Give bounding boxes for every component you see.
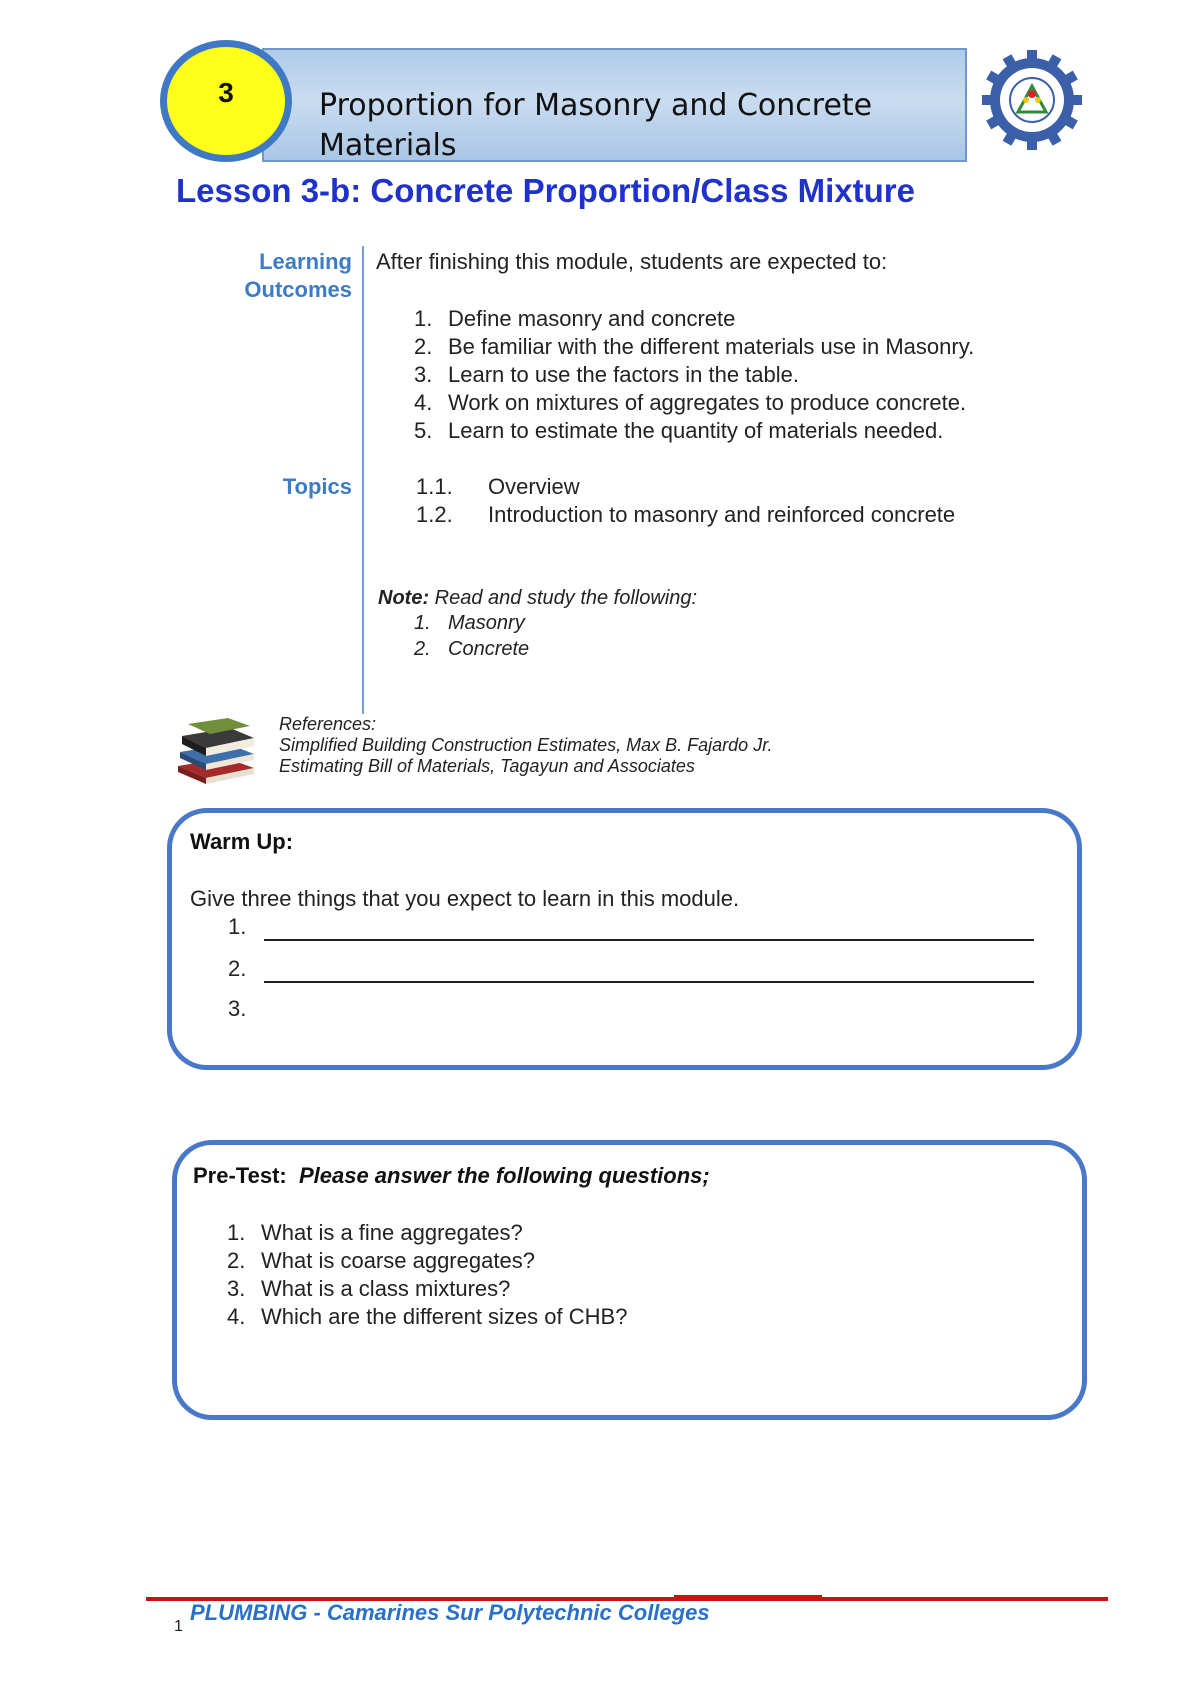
- warm-up-box: [167, 808, 1082, 1070]
- question-text: What is a class mixtures?: [261, 1276, 511, 1301]
- list-item: [400, 417, 974, 445]
- pre-test-questions: [213, 1219, 627, 1331]
- answer-blank[interactable]: [264, 917, 1034, 941]
- list-item-number: 1.: [414, 612, 431, 634]
- list-item-number: 3.: [414, 362, 433, 387]
- list-item-text: Define masonry and concrete: [448, 306, 736, 331]
- pre-test-header: [193, 1163, 710, 1189]
- note-line: [378, 584, 697, 612]
- question-text: What is a fine aggregates?: [261, 1220, 523, 1245]
- books-icon: [170, 714, 260, 786]
- question-number: 2.: [227, 1248, 246, 1273]
- page-number: 1: [174, 1618, 183, 1635]
- learning-outcomes-label: [244, 248, 352, 304]
- list-item-text: Learn to estimate the quantity of materials needed.: [448, 418, 944, 443]
- answer-blank[interactable]: [264, 959, 1034, 983]
- outcomes-list: [400, 305, 974, 445]
- list-item-text: Masonry: [448, 612, 525, 634]
- references: [279, 714, 773, 777]
- list-item-text: Learn to use the factors in the table.: [448, 362, 800, 387]
- list-item-text: Concrete: [448, 638, 530, 660]
- list-item: [400, 636, 529, 662]
- warm-up-title: Warm Up:: [190, 829, 294, 854]
- list-item: [416, 501, 955, 529]
- question-number: 3.: [227, 1276, 246, 1301]
- reference-item: Estimating Bill of Materials, Tagayun and Associates: [279, 756, 695, 776]
- banner-title: Proportion for Masonry and Concrete Materials: [319, 88, 873, 162]
- answer-line-2: [228, 955, 1034, 983]
- question-number: 4.: [227, 1304, 246, 1329]
- list-item-text: Overview: [488, 474, 580, 499]
- list-item-number: 1.: [414, 306, 433, 331]
- question-item: [213, 1303, 627, 1331]
- list-item-number: 2.: [414, 334, 433, 359]
- list-item: [400, 305, 974, 333]
- list-item: [400, 333, 974, 361]
- answer-line-3: [228, 995, 264, 1023]
- pre-test-title: Pre-Test:: [193, 1163, 287, 1188]
- question-number: 1.: [227, 1220, 246, 1245]
- note-list: [400, 610, 529, 662]
- question-text: What is coarse aggregates?: [261, 1248, 535, 1273]
- question-item: [213, 1219, 627, 1247]
- warm-up-prompt: Give three things that you expect to learn in this module.: [190, 886, 740, 911]
- lesson-number-badge: [160, 40, 292, 162]
- question-text: Which are the different sizes of CHB?: [261, 1304, 628, 1329]
- list-item-text: Work on mixtures of aggregates to produce concrete.: [448, 390, 967, 415]
- list-item-text: Introduction to masonry and reinforced concrete: [488, 502, 956, 527]
- answer-number: 2.: [228, 956, 247, 981]
- answer-number: 1.: [228, 914, 247, 939]
- note-text: Read and study the following:: [429, 587, 698, 609]
- references-label: References:: [279, 714, 377, 734]
- list-item-number: 4.: [414, 390, 433, 415]
- header-banner: [262, 48, 967, 162]
- college-seal-icon: [982, 50, 1082, 150]
- topics-label: Topics: [282, 474, 352, 499]
- list-item-number: 1.2.: [416, 502, 453, 527]
- lesson-title: Lesson 3-b: Concrete Proportion/Class Mixture: [176, 172, 915, 209]
- pre-test-subtitle: Please answer the following questions;: [298, 1163, 710, 1188]
- column-divider: [362, 246, 364, 714]
- list-item-text: Be familiar with the different materials use in Masonry.: [448, 334, 975, 359]
- question-item: [213, 1247, 627, 1275]
- footer-text: PLUMBING - Camarines Sur Polytechnic Colleges: [190, 1600, 710, 1625]
- pre-test-box: [172, 1140, 1087, 1420]
- list-item: [400, 610, 529, 636]
- question-item: [213, 1275, 627, 1303]
- list-item-number: 5.: [414, 418, 433, 443]
- learning-outcomes-label-line2: Outcomes: [244, 277, 352, 302]
- list-item: [416, 473, 955, 501]
- reference-item: Simplified Building Construction Estimates, Max B. Fajardo Jr.: [279, 735, 773, 755]
- answer-line-1: [228, 913, 1034, 941]
- list-item: [400, 361, 974, 389]
- lesson-number: 3: [218, 77, 234, 108]
- topics-list: [416, 473, 955, 529]
- learning-outcomes-label-line1: Learning: [259, 249, 352, 274]
- footer-rule-accent: [674, 1595, 822, 1598]
- list-item-number: 2.: [414, 638, 431, 660]
- list-item-number: 1.1.: [416, 474, 453, 499]
- outcomes-intro: After finishing this module, students are expected to:: [376, 249, 888, 274]
- list-item: [400, 389, 974, 417]
- answer-number: 3.: [228, 996, 247, 1021]
- note-label: Note:: [378, 587, 430, 609]
